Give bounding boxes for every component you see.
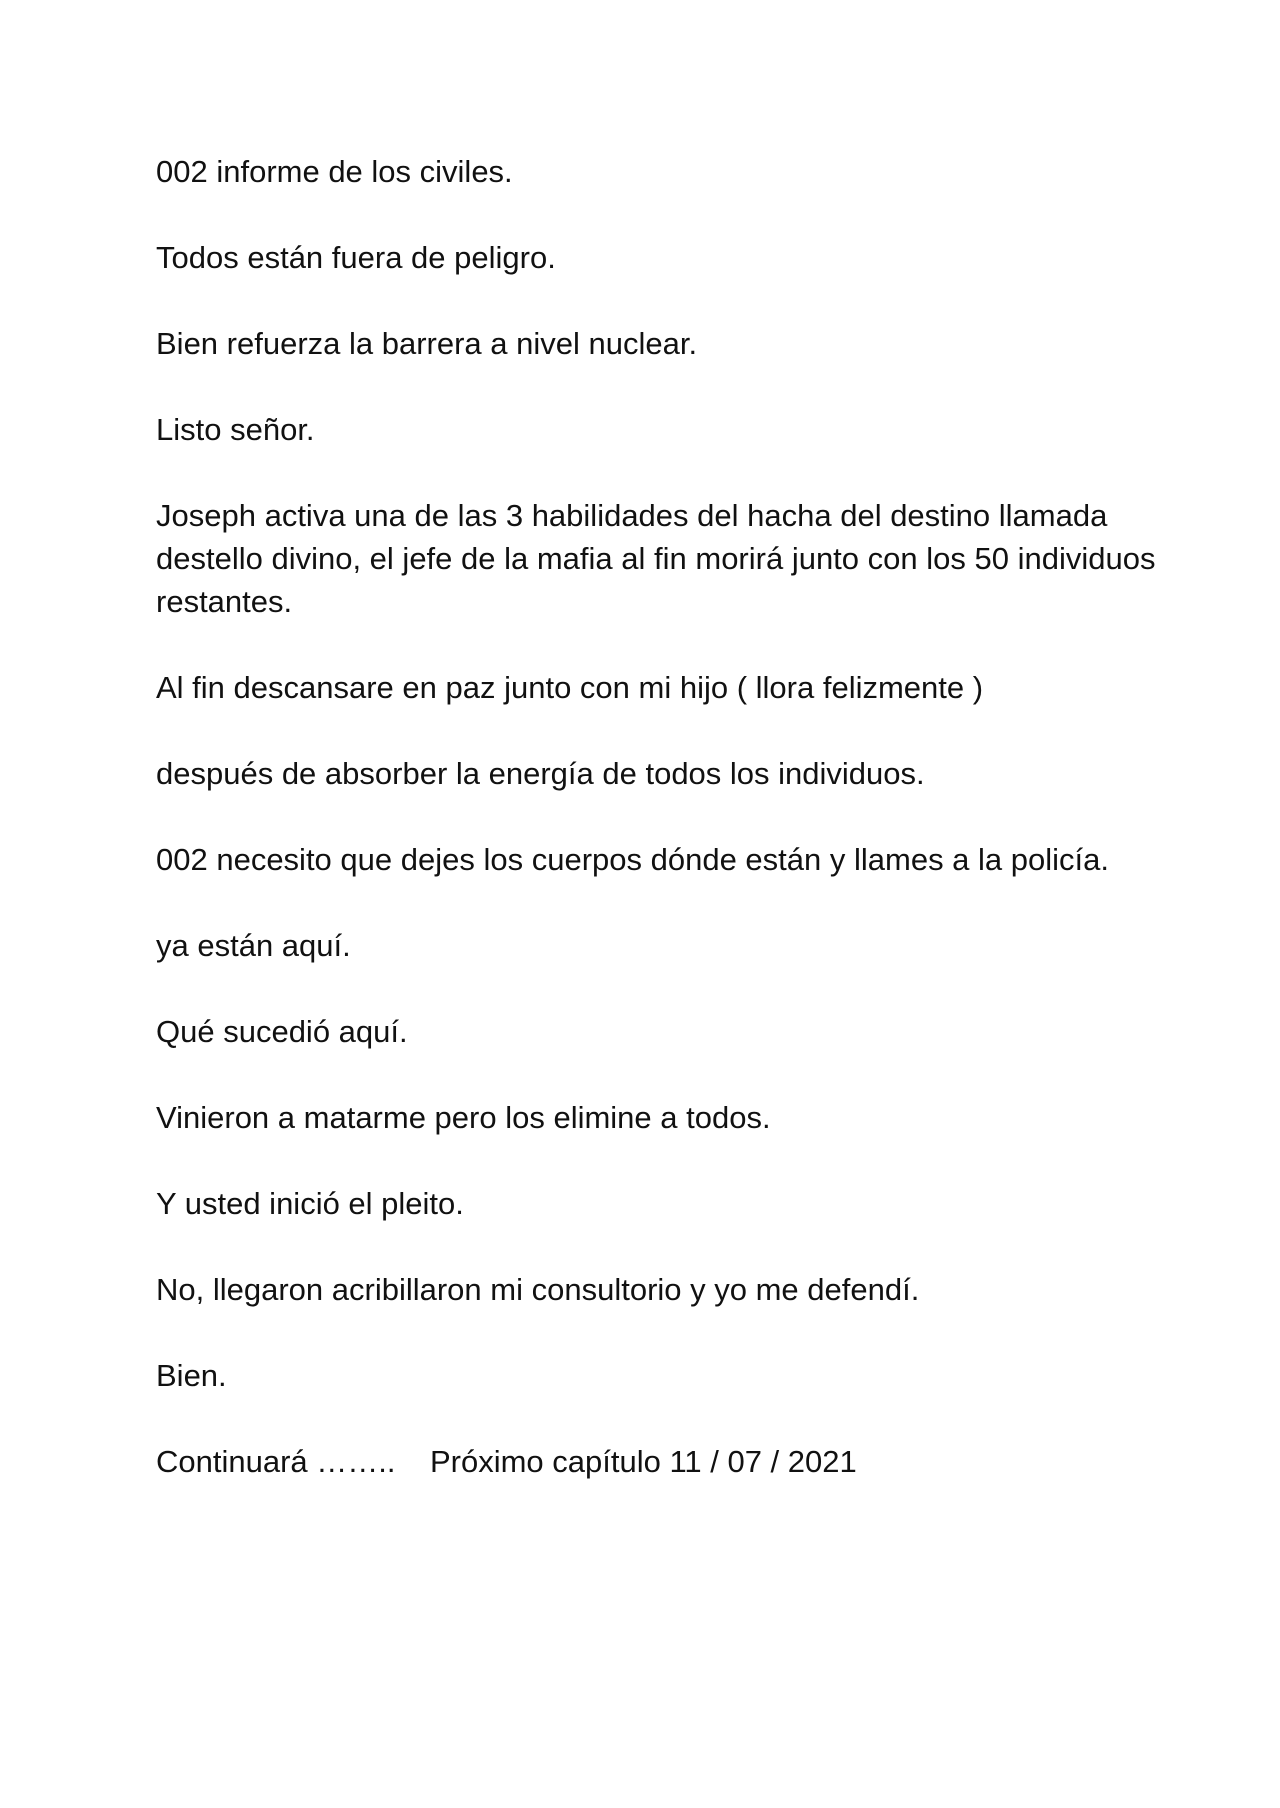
paragraph-2: Todos están fuera de peligro. — [156, 240, 556, 275]
paragraph-12: Y usted inició el pleito. — [156, 1186, 464, 1221]
paragraph-3: Bien refuerza la barrera a nivel nuclear. — [156, 326, 698, 361]
paragraph-5: Joseph activa una de las 3 habilidades del hacha del destino llamada destello divino, el jefe de la mafia al fin morirá junto con los 50 individuos restantes. — [156, 498, 1156, 619]
paragraph-10: Qué sucedió aquí. — [156, 1014, 408, 1049]
paragraph-13: No, llegaron acribillaron mi consultorio y yo me defendí. — [156, 1272, 920, 1307]
closing-line — [156, 1440, 1156, 1483]
paragraph-8: 002 necesito que dejes los cuerpos dónde están y llames a la policía. — [156, 842, 1109, 877]
continued-text: Continuará …….. — [156, 1444, 396, 1479]
paragraph-11: Vinieron a matarme pero los elimine a todos. — [156, 1100, 771, 1135]
paragraph-6: Al fin descansare en paz junto con mi hijo ( llora felizmente ) — [156, 670, 984, 705]
paragraph-7: después de absorber la energía de todos los individuos. — [156, 756, 925, 791]
paragraph-9: ya están aquí. — [156, 928, 351, 963]
paragraph-4: Listo señor. — [156, 412, 315, 447]
document-body — [156, 150, 1156, 1526]
paragraph-14: Bien. — [156, 1358, 227, 1393]
next-chapter-text: Próximo capítulo 11 / 07 / 2021 — [429, 1444, 857, 1479]
paragraph-1: 002 informe de los civiles. — [156, 154, 513, 189]
